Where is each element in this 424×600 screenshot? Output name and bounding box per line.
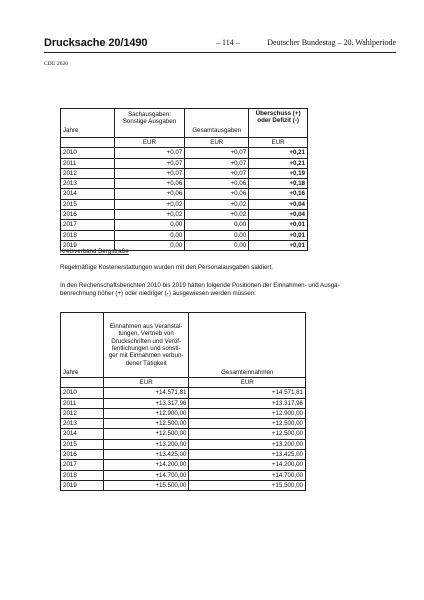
party-label: CDU 2020 <box>44 61 68 67</box>
value-cell: +0,07 <box>114 148 185 158</box>
value-cell: +12.500,00 <box>103 429 189 439</box>
income-table <box>60 312 306 491</box>
value-cell: +14.200,00 <box>103 460 189 470</box>
table-row <box>61 450 306 460</box>
table-row <box>61 408 306 418</box>
table-body <box>61 148 308 251</box>
value-cell: +12.500,00 <box>189 429 306 439</box>
year-cell: 2010 <box>61 388 104 398</box>
value-cell: +0,21 <box>249 158 308 168</box>
value-cell: +12.500,00 <box>189 419 306 429</box>
table-row <box>61 419 306 429</box>
table-row <box>61 388 306 398</box>
value-cell: +14.700,00 <box>189 470 306 480</box>
value-cell: 0,00 <box>185 220 249 230</box>
header-line: Druckschriften und Veröf- <box>111 337 182 345</box>
table-row <box>61 460 306 470</box>
paragraph-positions-line-1: In den Rechenschaftsberichten 2010 bis 2019 hätten folgende Positionen der Einnahmen- und Ausga- <box>60 282 340 289</box>
table-row <box>61 398 306 408</box>
value-cell: +0,04 <box>249 210 308 220</box>
value-cell: +13.317,96 <box>189 398 306 408</box>
value-cell: +13.317,96 <box>103 398 189 408</box>
unit-cell: EUR <box>189 378 306 388</box>
value-cell: 0,00 <box>185 240 249 250</box>
document-number: Drucksache 20/1490 <box>44 37 148 49</box>
value-cell: +0,07 <box>114 158 185 168</box>
header-line: fentlichungen und sonsti- <box>111 345 181 352</box>
column-header-other-expenses: Sachausgaben: Sonstige Ausgaben <box>114 109 185 138</box>
expenses-table <box>60 108 308 251</box>
value-cell: +13.425,00 <box>103 450 189 460</box>
year-cell: 2016 <box>61 450 104 460</box>
year-cell: 2011 <box>61 398 104 408</box>
page-header <box>44 37 396 51</box>
value-cell: +0,06 <box>185 179 249 189</box>
unit-cell: EUR <box>114 138 185 148</box>
value-cell: +0,06 <box>114 179 185 189</box>
value-cell: +0,19 <box>249 168 308 178</box>
table-row <box>61 480 306 490</box>
value-cell: +0,02 <box>185 210 249 220</box>
value-cell: +14.571,81 <box>103 388 189 398</box>
value-cell: +0,21 <box>249 148 308 158</box>
value-cell: +0,01 <box>249 220 308 230</box>
header-line: dener Tätigkeit <box>125 359 167 367</box>
value-cell: +15.500,00 <box>189 480 306 490</box>
year-cell: 2017 <box>61 460 104 470</box>
year-cell: 2016 <box>61 210 115 220</box>
table-row <box>61 199 308 209</box>
value-cell: +14.571,81 <box>189 388 306 398</box>
unit-cell: EUR <box>249 138 308 148</box>
value-cell: +13.200,00 <box>103 439 189 449</box>
year-cell: 2013 <box>61 179 115 189</box>
header-line: ger mit Einnahmen verbun- <box>108 352 184 360</box>
value-cell: +0,02 <box>114 199 185 209</box>
table-unit-row <box>61 378 306 388</box>
table-row <box>61 179 308 189</box>
year-cell: 2019 <box>61 240 115 250</box>
table-row <box>61 230 308 240</box>
value-cell: 0,00 <box>114 230 185 240</box>
column-header-years: Jahre <box>61 313 104 378</box>
value-cell: 0,00 <box>114 240 185 250</box>
year-cell: 2017 <box>61 220 115 230</box>
value-cell: +0,07 <box>185 148 249 158</box>
value-cell: +12.500,00 <box>103 419 189 429</box>
value-cell: 0,00 <box>114 220 185 230</box>
table-row <box>61 168 308 178</box>
value-cell: +0,16 <box>249 189 308 199</box>
table-row <box>61 439 306 449</box>
paragraph-positions-line-2: benrechnung höher (+) oder niedriger (-) ausgewiesen werden müssen: <box>60 290 256 297</box>
value-cell: 0,00 <box>185 230 249 240</box>
column-header-years: Jahre <box>61 109 115 138</box>
value-cell: +0,02 <box>185 199 249 209</box>
header-rule <box>44 52 396 53</box>
value-cell: +0,04 <box>249 199 308 209</box>
year-cell: 2015 <box>61 439 104 449</box>
unit-cell: EUR <box>185 138 249 148</box>
table-row <box>61 210 308 220</box>
value-cell: +0,07 <box>185 168 249 178</box>
column-header-surplus-deficit: Überschuss (+) oder Defizit (-) <box>249 109 308 138</box>
year-cell: 2014 <box>61 429 104 439</box>
column-header-total-income: Gesamteinnahmen <box>189 313 306 378</box>
value-cell: +0,18 <box>249 179 308 189</box>
unit-cell <box>61 138 115 148</box>
parliament-label: Deutscher Bundestag – 20. Wahlperiode <box>267 38 396 47</box>
year-cell: 2018 <box>61 230 115 240</box>
value-cell: +15.500,00 <box>103 480 189 490</box>
unit-cell <box>61 378 104 388</box>
table-row <box>61 470 306 480</box>
year-cell: 2012 <box>61 168 115 178</box>
value-cell: +0,01 <box>249 240 308 250</box>
value-cell: +0,06 <box>114 189 185 199</box>
value-cell: +0,01 <box>249 230 308 240</box>
table-unit-row <box>61 138 308 148</box>
column-header-event-income <box>103 313 189 378</box>
value-cell: +0,02 <box>114 210 185 220</box>
header-line: Einnahmen aus Veranstal- <box>109 323 183 331</box>
page-number: – 114 – <box>216 38 240 47</box>
value-cell: +12.900,00 <box>103 408 189 418</box>
table-row <box>61 220 308 230</box>
year-cell: 2011 <box>61 158 115 168</box>
value-cell: +0,07 <box>114 168 185 178</box>
value-cell: +13.200,00 <box>189 439 306 449</box>
column-header-total-expenses: Gesamtausgaben <box>185 109 249 138</box>
year-cell: 2014 <box>61 189 115 199</box>
table-row <box>61 429 306 439</box>
year-cell: 2015 <box>61 199 115 209</box>
header-line: tungen, Vertrieb von <box>118 330 174 338</box>
section-title: Kreisverband Bergstraße <box>60 248 129 255</box>
table-row <box>61 148 308 158</box>
year-cell: 2019 <box>61 480 104 490</box>
paragraph-cost-reimbursements: Regelmäßige Kostenerstattungen wurden mit den Personalausgaben saldiert. <box>60 264 273 271</box>
table-header-row <box>61 109 308 138</box>
year-cell: 2018 <box>61 470 104 480</box>
table-header-row <box>61 313 306 378</box>
year-cell: 2013 <box>61 419 104 429</box>
year-cell: 2012 <box>61 408 104 418</box>
value-cell: +12.900,00 <box>189 408 306 418</box>
unit-cell: EUR <box>103 378 189 388</box>
value-cell: +0,07 <box>185 158 249 168</box>
table-row <box>61 158 308 168</box>
table-body <box>61 388 306 491</box>
value-cell: +14.700,00 <box>103 470 189 480</box>
value-cell: +13.425,00 <box>189 450 306 460</box>
year-cell: 2010 <box>61 148 115 158</box>
table-row <box>61 189 308 199</box>
value-cell: +14.200,00 <box>189 460 306 470</box>
value-cell: +0,06 <box>185 189 249 199</box>
